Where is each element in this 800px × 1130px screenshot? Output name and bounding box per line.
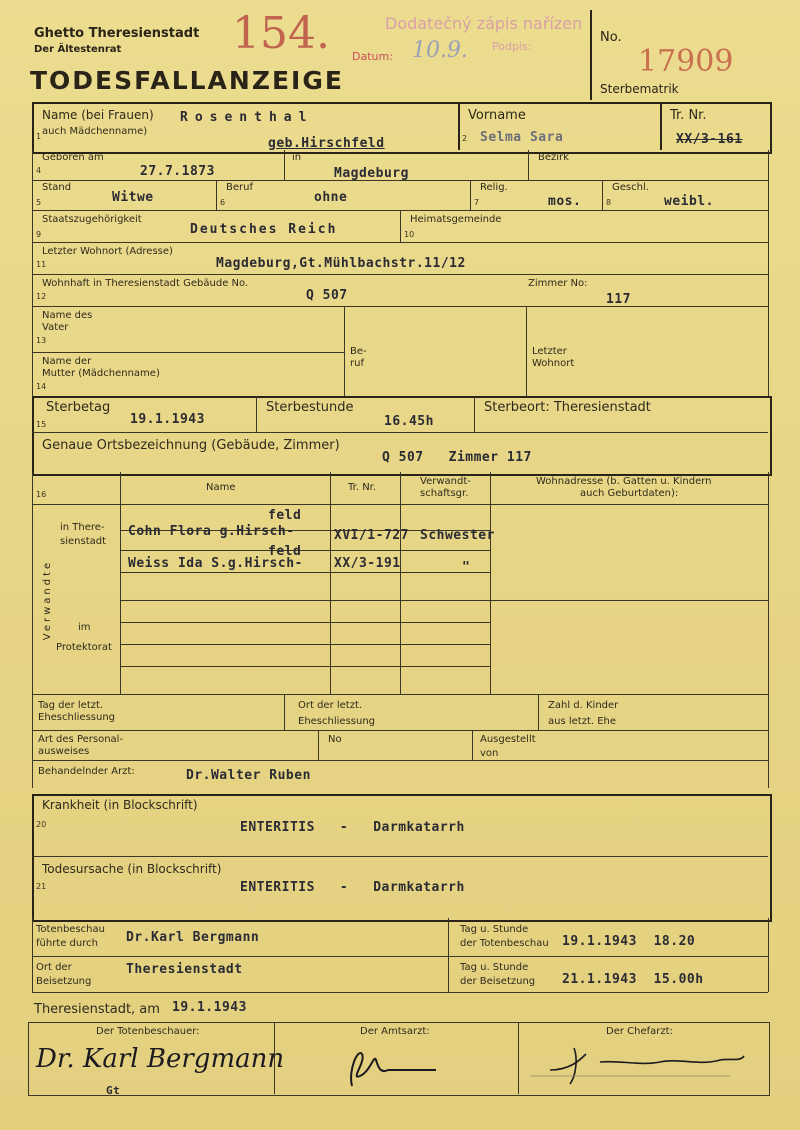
geboren-value: 27.7.1873 [140, 164, 215, 179]
letzter-label-1: Letzter [532, 346, 567, 357]
trnr-label: Tr. Nr. [670, 108, 707, 123]
arzt-label: Behandelnder Arzt: [38, 766, 135, 777]
geburtsort-value: Magdeburg [334, 166, 409, 181]
trnr-value: XX/3-161 [676, 132, 743, 147]
vater-label-1: Name des [42, 310, 93, 321]
genaue-value: Q 507 Zimmer 117 [382, 450, 532, 465]
ghetto-label: Ghetto Theresienstadt [34, 26, 200, 41]
tag-beis-label-2: der Beisetzung [460, 976, 536, 987]
sterbematrik-label: Sterbematrik [600, 82, 679, 96]
krankheit-value: ENTERITIS - Darmkatarrh [240, 820, 465, 835]
ausgestellt-label-2: von [480, 748, 499, 759]
relative-1-feld: feld [268, 508, 302, 523]
krankheit-label: Krankheit (in Blockschrift) [42, 798, 198, 812]
totenbeschau-zeit-value: 19.1.1943 18.20 [562, 934, 696, 949]
geboren-label: Geboren am [42, 152, 104, 163]
beruf-parent-label-2: ruf [350, 358, 364, 369]
verwandte-label: Verwandte [42, 559, 54, 641]
stamp-podpis-label: Podpis: [492, 40, 532, 53]
beisetzung-ort-value: Theresienstadt [126, 962, 243, 977]
in-there-label-2: sienstadt [60, 536, 107, 547]
col-name-header: Name [206, 482, 236, 493]
mutter-label-2: Mutter (Mädchenname) [42, 368, 160, 379]
staat-label: Staatszugehörigkeit [42, 214, 142, 225]
surname-value: Rosenthal [180, 110, 314, 125]
stamp-datum-label: Datum: [352, 50, 393, 63]
zimmer-value: 117 [606, 292, 631, 307]
ausgestellt-label-1: Ausgestellt [480, 734, 536, 745]
stand-label: Stand [42, 182, 72, 193]
council-label: Der Ältestenrat [34, 44, 122, 55]
relative-2-feld: feld [268, 544, 302, 559]
tag-ehe-label-1: Tag der letzt. [38, 700, 104, 711]
col-verw-header-1: Verwandt- [420, 476, 471, 487]
ort-ehe-label-2: Eheschliessung [298, 716, 376, 727]
im-label: im [78, 622, 91, 633]
sig-toten-label: Der Totenbeschauer: [96, 1026, 200, 1037]
relig-label: Relig. [480, 182, 508, 193]
tag-ehe-label-2: Eheschliessung [38, 712, 116, 723]
tag-toten-label-2: der Totenbeschau [460, 938, 549, 949]
sterbestunde-value: 16.45h [384, 414, 434, 429]
beruf-parent-label-1: Be- [350, 346, 367, 357]
document-page: Ghetto Theresienstadt Der Ältestenrat TODESFALLANZEIGE 154. Dodatečný zápis nařízen Datum: 10.9. Podpis: No. 17909 Sterbematrik Name (bei Frauen) auch Mädchenname) 1 Rosenthal geb.Hirschfeld Vorname 2 Selma Sara Tr. Nr. XX/3-161 Geboren am 4 27.7.1873 in Magdeburg Bezirk Stand 5 Witwe Beruf 6 ohne Relig. 7 mos. Geschl. 8 weibl. Staatszugehörigkeit 9 Deutsches Reich Heimatsgemeinde 10 Letzter Wohnort (Adresse) 11 Magdeburg,Gt.Mühlbachstr.11/12 Wohnhaft in Theresienstadt Gebäude No. 12 Q 507 Zimmer No: 117 Name des Vater 13 Name der Mutter (Mädchenname) 14 Be- ruf Letzter Wohnort Sterbetag 15 19.1.1943 Sterbestunde 16.45h Sterbeort: Theresienstadt Genaue Ortsbezeichnung (Gebäude, Zimmer) Q 507 Zimmer 117 16 Name Tr. Nr. Verwandt- schaftsgr. Wohnadresse (b. Gatten u. Kindern auch Geburtdaten): in There- sienstadt im Protektorat Verwandte feld Cohn Flora g.Hirsch- XVI/1-727 Schwester feld Weiss Ida S.g.Hirsch- XX/3-191 " Tag der letzt. Eheschliessung Ort der letzt. Eheschliessung Zahl d. Kinder aus letzt. Ehe Art des Personal- ausweises No Ausgestellt von Behandelnder Arzt: Dr.Walter Ruben Krankheit (in Blockschrift) 20 ENTERITIS - Darmkatarrh Todesursache (in Blockschrift) 21 ENTERITIS - Darmkatarrh Totenbeschau führte durch Dr.Karl Bergmann Tag u. Stunde der Totenbeschau 19.1.1943 18.20 Ort der Beisetzung Theresienstadt Tag u. Stunde der Beisetzung 21.1.1943 15.00h Theresienstadt, am 19.1.1943 Der Totenbeschauer: Der Amtsarzt: Der Chefarzt: Dr. Karl Bergmann Gt [0, 0, 800, 1130]
stamp-text: Dodatečný zápis nařízen [385, 14, 583, 33]
relative-2-verw: " [462, 560, 471, 575]
ausweis-label-1: Art des Personal- [38, 734, 124, 745]
bezirk-label: Bezirk [538, 152, 569, 163]
vorname-value: Selma Sara [480, 130, 564, 145]
zahl-kinder-label-1: Zahl d. Kinder [548, 700, 619, 711]
place-date-label: Theresienstadt, am [34, 1002, 160, 1017]
zahl-kinder-label-2: aus letzt. Ehe [548, 716, 617, 727]
geschl-label: Geschl. [612, 182, 649, 193]
col-wohn-header-2: auch Geburtdaten): [580, 488, 679, 499]
vater-label-2: Vater [42, 322, 69, 333]
beisetzung-zeit-value: 21.1.1943 15.00h [562, 972, 704, 987]
ort-beis-label-2: Beisetzung [36, 976, 92, 987]
todesursache-value: ENTERITIS - Darmkatarrh [240, 880, 465, 895]
document-title: TODESFALLANZEIGE [30, 66, 344, 95]
relative-1-trnr: XVI/1-727 [334, 528, 409, 543]
relative-2-name: Weiss Ida S.g.Hirsch- [128, 556, 303, 571]
ausweis-no-label: No [328, 734, 342, 745]
col-verw-header-2: schaftsgr. [420, 488, 469, 499]
beruf-label: Beruf [226, 182, 253, 193]
arzt-value: Dr.Walter Ruben [186, 768, 311, 783]
staat-value: Deutsches Reich [190, 222, 338, 237]
relative-1-verw: Schwester [420, 528, 495, 543]
col-wohn-header-1: Wohnadresse (b. Gatten u. Kindern [536, 476, 712, 487]
zimmer-label: Zimmer No: [528, 278, 588, 289]
wohnort-label: Letzter Wohnort (Adresse) [42, 246, 173, 257]
ort-beis-label-1: Ort der [36, 962, 72, 973]
relative-2-trnr: XX/3-191 [334, 556, 401, 571]
stamp-datum-value: 10.9. [412, 38, 468, 63]
ausweis-label-2: ausweises [38, 746, 90, 757]
date-value: 19.1.1943 [172, 1000, 247, 1015]
todesursache-label: Todesursache (in Blockschrift) [42, 862, 222, 876]
sterbetag-label: Sterbetag [46, 400, 111, 415]
toten-label-1: Totenbeschau [36, 924, 105, 935]
tag-beis-label-1: Tag u. Stunde [460, 962, 529, 973]
tag-toten-label-1: Tag u. Stunde [460, 924, 529, 935]
totenbeschau-value: Dr.Karl Bergmann [126, 930, 260, 945]
beruf-value: ohne [314, 190, 348, 205]
header-divider [590, 10, 592, 100]
maiden-label: auch Mädchenname) [42, 126, 148, 137]
genaue-label: Genaue Ortsbezeichnung (Gebäude, Zimmer) [42, 438, 340, 453]
sterbetag-value: 19.1.1943 [130, 412, 205, 427]
letzter-label-2: Wohnort [532, 358, 575, 369]
disease-section-box [32, 794, 772, 922]
sig-chef-label: Der Chefarzt: [606, 1026, 673, 1037]
gebaeude-value: Q 507 [306, 288, 348, 303]
mutter-label-1: Name der [42, 356, 92, 367]
wohnort-value: Magdeburg,Gt.Mühlbachstr.11/12 [216, 256, 466, 271]
relative-1-name: Cohn Flora g.Hirsch- [128, 524, 295, 539]
sig-amts-label: Der Amtsarzt: [360, 1026, 430, 1037]
name-label: Name (bei Frauen) [42, 108, 154, 122]
protektorat-label: Protektorat [56, 642, 112, 653]
toten-label-2: führte durch [36, 938, 98, 949]
in-there-label-1: in There- [60, 522, 105, 533]
wohnhaft-label: Wohnhaft in Theresienstadt Gebäude No. [42, 278, 249, 289]
maiden-name-value: geb.Hirschfeld [268, 136, 385, 151]
heimat-label: Heimatsgemeinde [410, 214, 502, 225]
ort-ehe-label-1: Ort der letzt. [298, 700, 363, 711]
sig-totenbeschauer: Dr. Karl Bergmann [36, 1044, 285, 1074]
stand-value: Witwe [112, 190, 154, 205]
sig-gt: Gt [106, 1084, 121, 1097]
in-label: in [292, 152, 302, 163]
sig-amtsarzt [340, 1040, 450, 1090]
sterbeort-label: Sterbeort: Theresienstadt [484, 400, 651, 415]
col-trnr-header: Tr. Nr. [348, 482, 377, 493]
geschl-value: weibl. [664, 194, 714, 209]
sig-chefarzt [530, 1040, 760, 1090]
handwritten-number: 154. [232, 8, 330, 59]
register-number: 17909 [638, 44, 734, 79]
no-label: No. [600, 30, 622, 45]
sterbestunde-label: Sterbestunde [266, 400, 354, 415]
vorname-label: Vorname [468, 108, 526, 123]
relig-value: mos. [548, 194, 582, 209]
